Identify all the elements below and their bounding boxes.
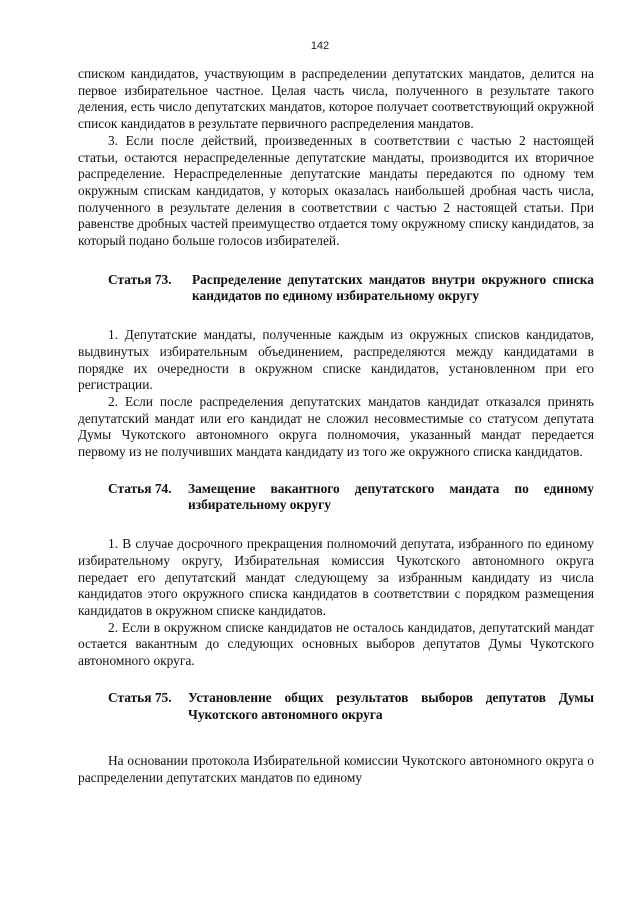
page-number: 142 bbox=[310, 40, 330, 52]
article-73-part-2: 2. Если после распределения депутатских мандатов кандидат отказался принять депутатский мандат или его кандидат не сложил несовместимые со статусом депутата Думы Чукотского автономного округа полномочия, указанный мандат передается первому из не получивших мандата кандидату из того же окружного списка кандидатов. bbox=[78, 393, 594, 460]
article-75-paragraph: На основании протокола Избирательной комиссии Чукотского автономного округа о распределении депутатских мандатов по единому bbox=[78, 753, 594, 785]
article-74-part-2: 2. Если в окружном списке кандидатов не осталось кандидатов, депутатский мандат остается вакантным до следующих основных выборов депутатов Думы Чукотского автономного округа. bbox=[78, 619, 594, 669]
article-74-label: Статья 74. bbox=[108, 480, 172, 496]
article-73-part-1: 1. Депутатские мандаты, полученные каждым из окружных списков кандидатов, выдвинутых избирательным объединением, распределяются между кандидатами в порядке их очередности в окружном списке кандидатов, установленном при его регистрации. bbox=[78, 327, 594, 393]
paragraph-continuation: списком кандидатов, участвующим в распределении депутатских мандатов, делится на первое избирательное частное. Целая часть числа, полученного в результате такого деления, есть число депутатских мандатов, которое получает соответствующий окружной список кандидатов в результате первичного распределения мандатов. bbox=[78, 66, 594, 132]
paragraph-part-3: 3. Если после действий, произведенных в соответствии с частью 2 настоящей статьи, остаются нераспределенные депутатские мандаты, производится их вторичное распределение. Нераспределенные депутатские мандаты передаются по одному тем окружным спискам кандидатов, у которых оказалась наибольшей дробная часть числа, полученного в результате деления в соответствии с частью 2 настоящей статьи. При равенстве дробных частей преимущество отдается тому окружному списку кандидатов, за который подано больше голосов избирателей. bbox=[78, 132, 594, 249]
article-73-title: Распределение депутатских мандатов внутри окружного списка кандидатов по единому избирательному округу bbox=[192, 271, 594, 304]
document-body bbox=[78, 66, 594, 787]
article-73-heading bbox=[78, 272, 594, 305]
article-75-label: Статья 75. bbox=[108, 689, 172, 705]
article-75-heading bbox=[78, 690, 594, 723]
article-74-title: Замещение вакантного депутатского мандата по единому избирательному округу bbox=[188, 480, 594, 513]
article-73-label: Статья 73. bbox=[108, 271, 172, 287]
article-75-title: Установление общих результатов выборов депутатов Думы Чукотского автономного округа bbox=[188, 689, 594, 722]
article-74-heading bbox=[78, 481, 594, 514]
article-74-part-1: 1. В случае досрочного прекращения полномочий депутата, избранного по единому избирательному округу, Избирательная комиссия Чукотского автономного округа передает его депутатский мандат следующему за избранным кандидату из числа кандидатов этого окружного списка кандидатов в соответствии с порядком размещения кандидатов в окружном списке кандидатов. bbox=[78, 536, 594, 618]
